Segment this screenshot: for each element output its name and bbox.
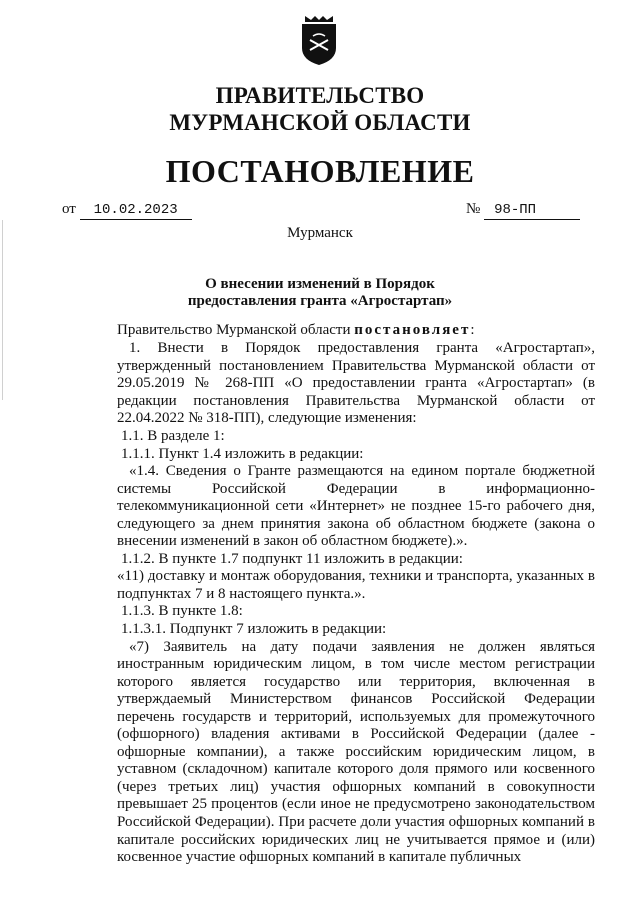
document-type-heading: ПОСТАНОВЛЕНИЕ (165, 153, 475, 189)
document-body-list (117, 428, 595, 867)
intro-text: Правительство Мурманской области (117, 322, 355, 338)
paragraph-11-text: «11) доставку и монтаж оборудования, техники и транспорта, указанных в подпунктах 7 и 8 настоящего пункта.». (117, 568, 595, 602)
government-name-line1: ПРАВИТЕЛЬСТВО (215, 83, 425, 108)
date-prefix: от (62, 201, 76, 217)
paragraph-7-text: «7) Заявитель на дату подачи заявления не должен являться иностранным юридическим лицом, в том числе местом регистрации которого является государство или территория, включенная в утверждаемый Министерством финансов Российской Федерации перечень государств и территорий, используемых для промежуточного (офшорного) владения активами в Российской Федерации (далее - офшорные компании), а также российским юридическим лицом, в уставном (складочном) капитале которого доля прямого или косвенного (через третьих лиц) участия офшорных компаний в совокупности превышает 25 процентов (если иное не предусмотрено законодательством Российской Федерации). При расчете доли участия офшорных компаний в капитале российских юридических лиц не учитывается прямое и (или) косвенное участие офшорных компаний в капитале публичных (117, 638, 595, 866)
number-prefix: № (466, 201, 481, 217)
paragraph-1-1-3-1: 1.1.3.1. Подпункт 7 изложить в редакции: (121, 621, 387, 638)
paragraph-1-1-2: 1.1.2. В пункте 1.7 подпункт 11 изложить в редакции: (121, 550, 463, 567)
paragraph-1: 1. Внести в Порядок предоставления гранта «Агростартап», утвержденный постановлением Правительства Мурманской области от 29.05.2019 № 268-ПП «О предоставлении гранта «Агростартап» (в редакции постановления Правительства Мурманской области от 22.04.2022 № 318-ПП), следующие изменения: (117, 340, 595, 427)
paragraph-1-1-3: 1.1.3. В пункте 1.8: (121, 603, 243, 620)
document-date: 10.02.2023 (80, 201, 192, 220)
intro-verb: постановляет (354, 322, 471, 338)
paragraph-1-1-1: 1.1.1. Пункт 1.4 изложить в редакции: (121, 445, 364, 462)
document-body (117, 322, 593, 340)
government-name-line2: МУРМАНСКОЙ ОБЛАСТИ (169, 110, 471, 135)
document-date-field (62, 200, 192, 220)
paragraph-1-1: 1.1. В разделе 1: (121, 428, 225, 444)
document-number: 98-ПП (484, 201, 580, 220)
document-title-line1: О внесении изменений в Порядок (205, 276, 435, 292)
document-city: Мурманск (287, 225, 353, 241)
document-title-line2: предоставления гранта «Агростартап» (187, 293, 453, 309)
intro-paragraph (117, 322, 593, 340)
coat-of-arms-icon (299, 14, 339, 66)
document-body-main (117, 340, 595, 428)
document-number-field (466, 200, 580, 220)
paragraph-1-4-text: «1.4. Сведения о Гранте размещаются на едином портале бюджетной системы Российской Федерации в информационно-телекоммуникационной сети «Интернет» не позднее 15-го рабочего дня, следующего за днем принятия закона об областном бюджете (закона о внесении изменений в закон об областном бюджете).». (117, 463, 595, 550)
intro-colon: : (470, 322, 475, 338)
